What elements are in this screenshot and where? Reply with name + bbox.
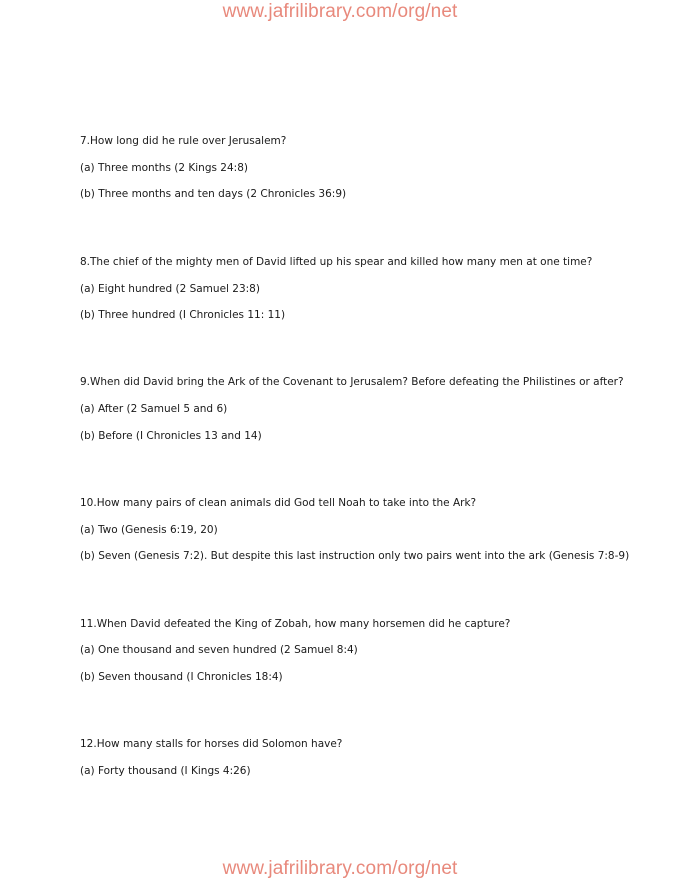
question-8: 8.The chief of the mighty men of David lifted up his spear and killed how many men at one time? — [80, 256, 593, 268]
answer-11b: (b) Seven thousand (I Chronicles 18:4) — [80, 671, 283, 683]
question-11: 11.When David defeated the King of Zobah, how many horsemen did he capture? — [80, 618, 511, 630]
answer-7a: (a) Three months (2 Kings 24:8) — [80, 162, 248, 174]
answer-9b: (b) Before (I Chronicles 13 and 14) — [80, 430, 262, 442]
answer-10b: (b) Seven (Genesis 7:2). But despite this last instruction only two pairs went into the ark (Genesis 7:8-9) — [80, 550, 630, 562]
answer-11a: (a) One thousand and seven hundred (2 Samuel 8:4) — [80, 644, 358, 656]
question-10: 10.How many pairs of clean animals did God tell Noah to take into the Ark? — [80, 497, 477, 509]
answer-9a: (a) After (2 Samuel 5 and 6) — [80, 403, 228, 415]
answer-8a: (a) Eight hundred (2 Samuel 23:8) — [80, 283, 260, 295]
answer-10a: (a) Two (Genesis 6:19, 20) — [80, 524, 218, 536]
question-9: 9.When did David bring the Ark of the Covenant to Jerusalem? Before defeating the Philistines or after? — [80, 376, 624, 388]
answer-7b: (b) Three months and ten days (2 Chronicles 36:9) — [80, 188, 347, 200]
question-12: 12.How many stalls for horses did Solomon have? — [80, 738, 343, 750]
answer-8b: (b) Three hundred (I Chronicles 11: 11) — [80, 309, 286, 321]
watermark-top: www.jafrilibrary.com/org/net — [222, 1, 458, 22]
watermark-bottom: www.jafrilibrary.com/org/net — [222, 858, 458, 879]
answer-12a: (a) Forty thousand (I Kings 4:26) — [80, 765, 251, 777]
question-7: 7.How long did he rule over Jerusalem? — [80, 135, 287, 147]
